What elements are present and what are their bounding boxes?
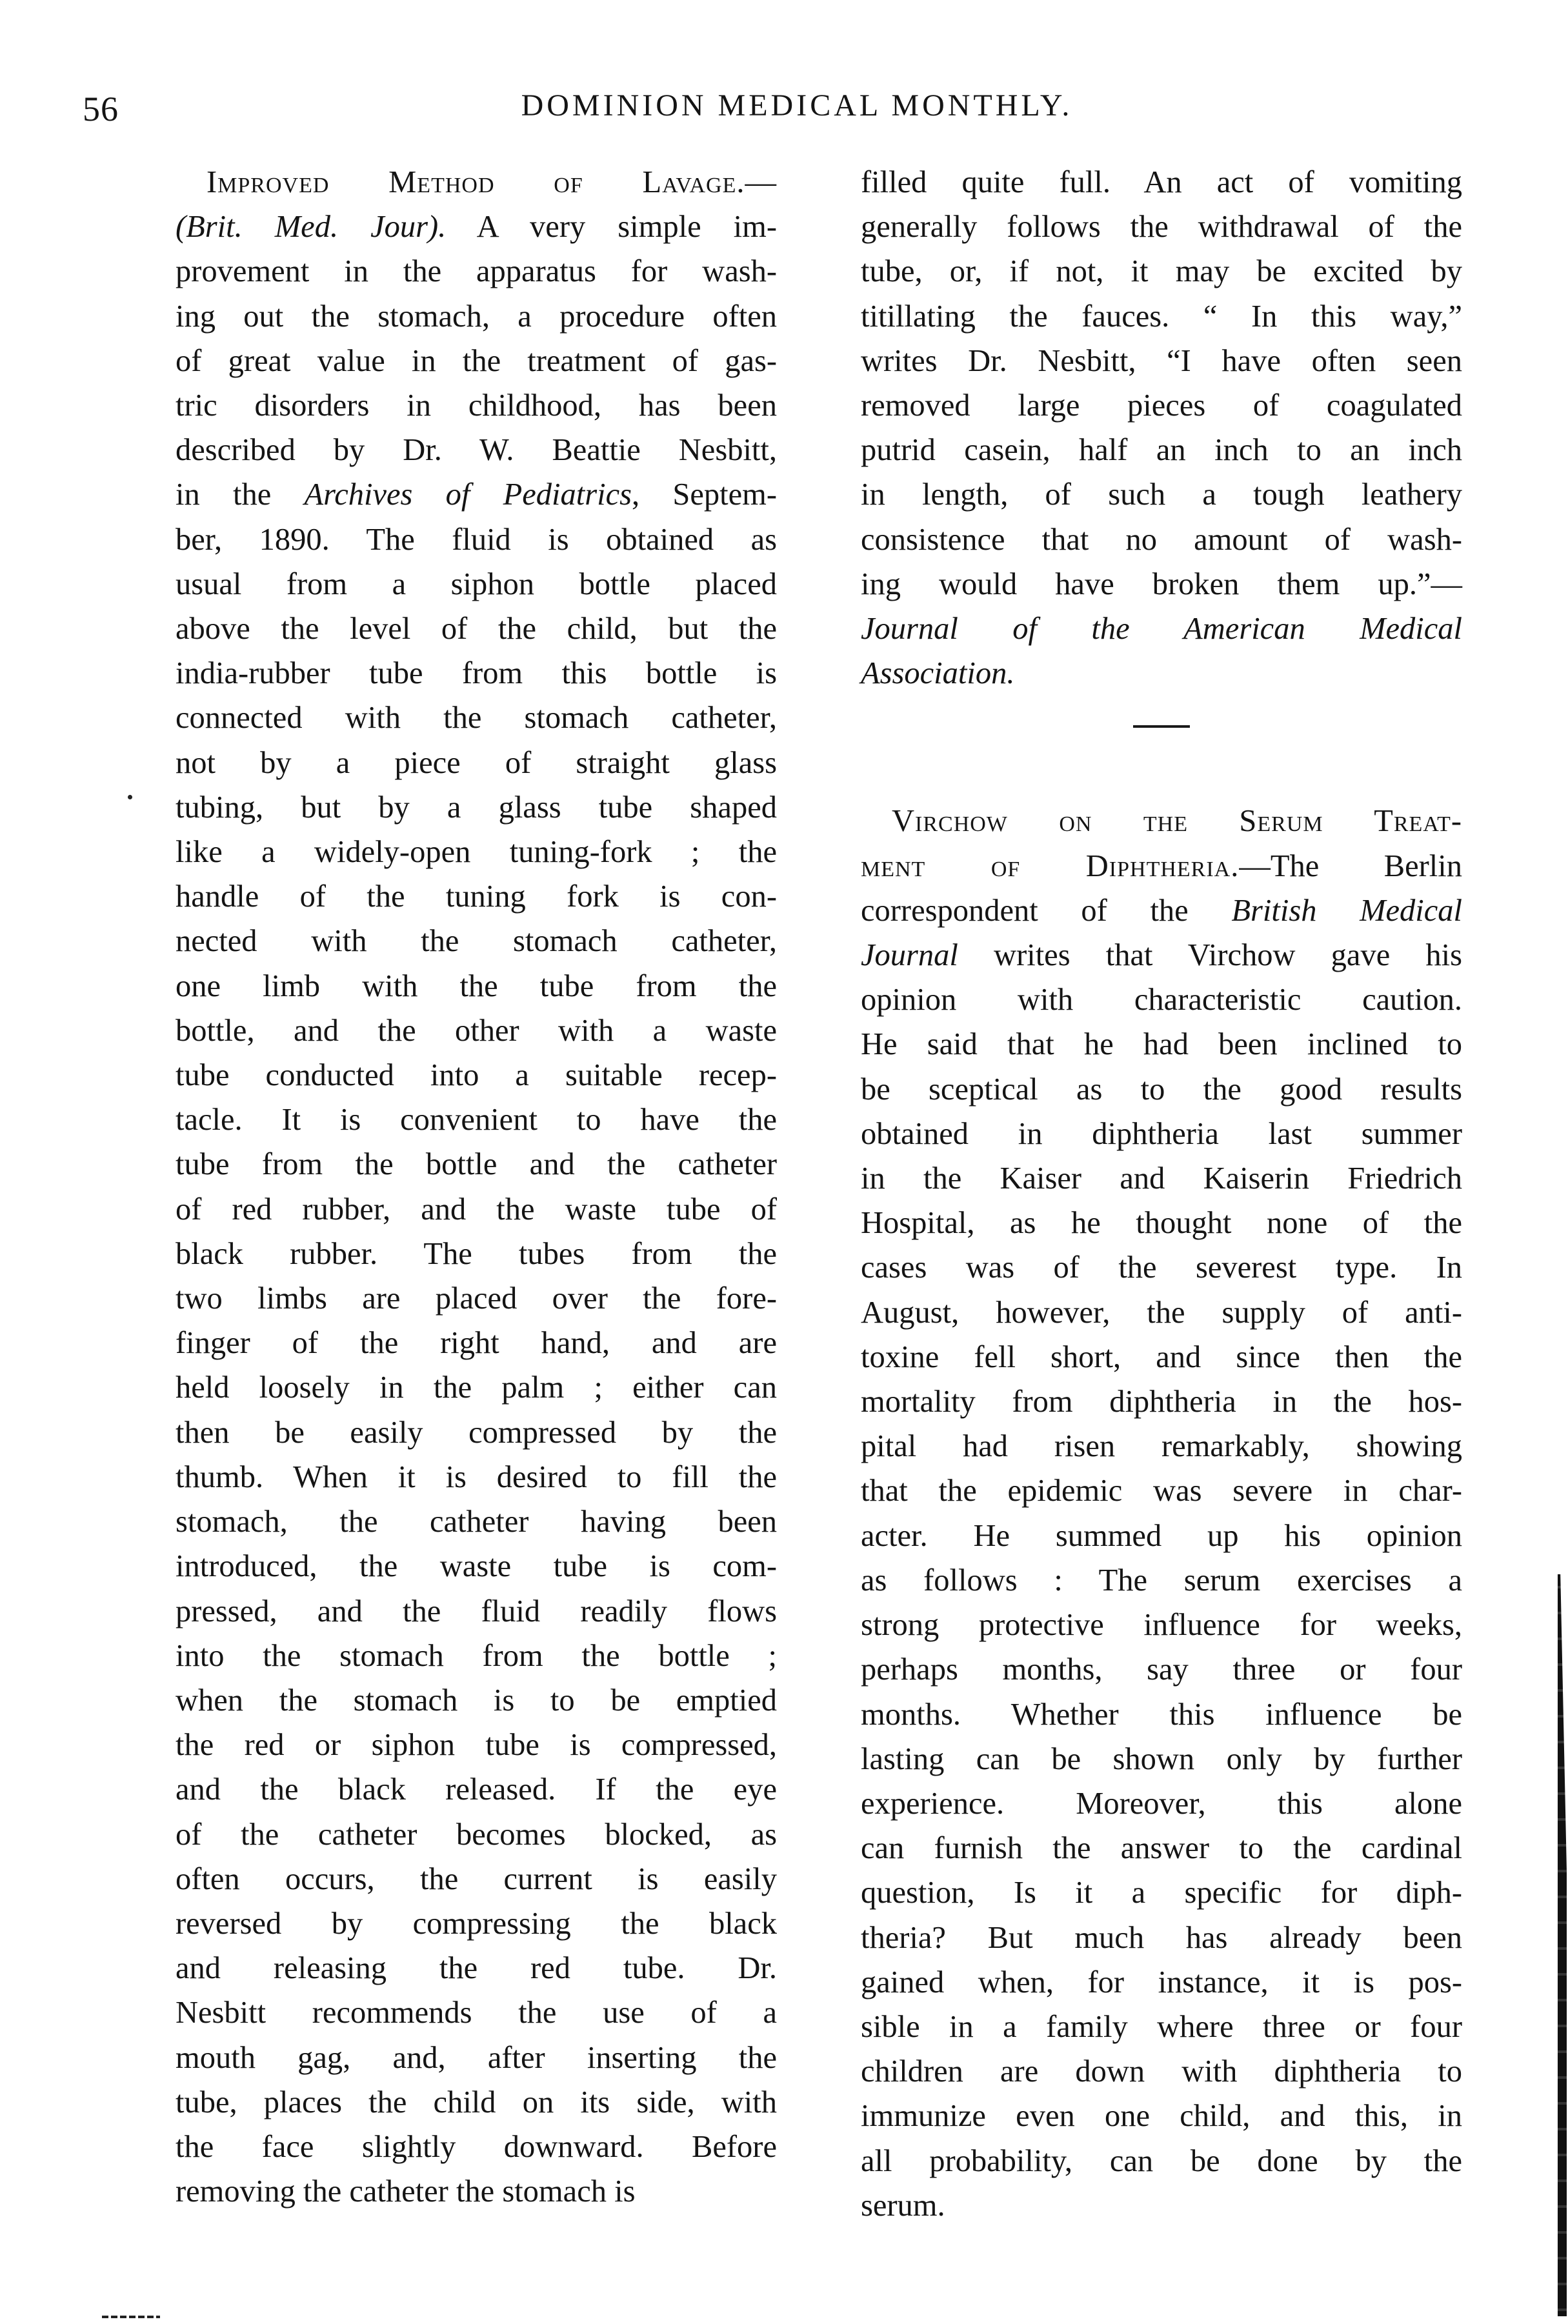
line-text: tubing, but by a glass tube shaped: [176, 790, 777, 825]
italic-citation: Journal of the American Medical: [861, 612, 1462, 646]
line-text: nected with the stomach catheter,: [176, 924, 777, 959]
text-line: [861, 1558, 1462, 1603]
text-line: [176, 339, 777, 383]
line-text: handle of the tuning fork is con-: [176, 879, 777, 914]
text-line: [861, 517, 1462, 562]
text-line: [176, 562, 777, 606]
article-body-virchow: [861, 888, 1462, 2228]
line-text: and the black released. If the eye: [176, 1772, 777, 1807]
line-text: obtained in diphtheria last summer: [861, 1116, 1462, 1151]
text-line: [861, 2139, 1462, 2183]
line-text: as follows : The serum exercises a: [861, 1563, 1462, 1598]
text-line: [861, 2183, 1462, 2228]
line-text: ber, 1890. The fluid is obtained as: [176, 522, 777, 557]
line-text: , Septem-: [631, 477, 777, 512]
line-text: removed large pieces of coagulated: [861, 388, 1462, 423]
text-line: [176, 1767, 777, 1812]
text-line: [861, 1737, 1462, 1781]
text-line: [176, 1589, 777, 1634]
text-line: [861, 1514, 1462, 1558]
line-text: mouth gag, and, after inserting the: [176, 2040, 777, 2075]
text-line: [861, 977, 1462, 1022]
line-text: tube conducted into a suitable recep-: [176, 1058, 777, 1093]
italic-citation: Archives of Pediatrics: [304, 477, 632, 512]
text-line: [176, 428, 777, 472]
article-title-lavage: [176, 160, 777, 205]
text-line: [861, 1916, 1462, 1960]
line-text: tube, or, if not, it may be excited by: [861, 254, 1462, 289]
line-text: india-rubber tube from this bottle is: [176, 656, 777, 691]
line-text: cases was of the severest type. In: [861, 1250, 1462, 1285]
text-line: [176, 1455, 777, 1499]
line-text: finger of the right hand, and are: [176, 1326, 777, 1361]
text-line: [176, 1990, 777, 2035]
line-text: question, Is it a specific for diph-: [861, 1876, 1462, 1910]
text-line: [861, 160, 1462, 205]
text-line: [176, 1276, 777, 1321]
text-line: [176, 1365, 777, 1410]
line-text: when the stomach is to be emptied: [176, 1683, 777, 1718]
line-text: ing would have broken them up.”—: [861, 566, 1462, 601]
text-line: [176, 205, 777, 249]
line-text: experience. Moreover, this alone: [861, 1786, 1462, 1821]
text-line: [861, 2049, 1462, 2094]
line-text: writes that Virchow gave his: [958, 938, 1462, 973]
text-line: [176, 383, 777, 428]
text-line: [176, 1410, 777, 1455]
line-text: and releasing the red tube. Dr.: [176, 1951, 777, 1986]
line-text: removing the catheter the stomach is: [176, 2174, 636, 2209]
text-line: [176, 1499, 777, 1544]
text-line: [176, 1812, 777, 1857]
left-column: [176, 160, 777, 2214]
text-line: [861, 428, 1462, 472]
article-heading-cont: ment of Diphtheria.: [861, 848, 1240, 883]
line-text: tacle. It is convenient to have the: [176, 1103, 777, 1137]
italic-citation: Journal: [861, 938, 958, 973]
line-text: He said that he had been inclined to: [861, 1027, 1462, 1062]
line-text: lasting can be shown only by further: [861, 1741, 1462, 1776]
text-line: [176, 1723, 777, 1767]
line-text: described by Dr. W. Beattie Nesbitt,: [176, 433, 777, 468]
text-line: [861, 294, 1462, 339]
line-text: strong protective influence for weeks,: [861, 1608, 1462, 1643]
line-text: in the: [176, 477, 305, 512]
article-title-virchow-line2: [861, 844, 1462, 888]
line-text: above the level of the child, but the: [176, 612, 777, 646]
text-line: [861, 1870, 1462, 1915]
line-text: like a widely-open tuning-fork ; the: [176, 835, 777, 870]
line-text: opinion with characteristic caution.: [861, 983, 1462, 1017]
line-text: A very simple im-: [446, 210, 777, 245]
line-text: connected with the stomach catheter,: [176, 701, 777, 736]
line-text: generally follows the withdrawal of the: [861, 210, 1462, 245]
text-line: [176, 472, 777, 517]
text-line: [176, 1678, 777, 1723]
line-text: the face slightly downward. Before: [176, 2129, 777, 2164]
article-lavage: [176, 160, 777, 2214]
text-line: [861, 933, 1462, 977]
text-line: [861, 606, 1462, 651]
text-line: [176, 1053, 777, 1097]
italic-citation: British Medical: [1231, 893, 1463, 928]
scan-speck: [128, 795, 132, 799]
line-text: tube from the bottle and the catheter: [176, 1147, 777, 1182]
line-text: stomach, the catheter having been: [176, 1505, 777, 1539]
line-text: mortality from diphtheria in the hos-: [861, 1385, 1462, 1419]
line-text: writes Dr. Nesbitt, “I have often seen: [861, 343, 1462, 378]
text-line: [861, 1603, 1462, 1647]
text-line: [176, 651, 777, 696]
text-line: [861, 2005, 1462, 2049]
line-text: consistence that no amount of wash-: [861, 522, 1462, 557]
text-line: [861, 1022, 1462, 1067]
line-text: titillating the fauces. “ In this way,”: [861, 299, 1462, 334]
line-text: ing out the stomach, a procedure often: [176, 299, 777, 334]
text-line: [176, 1946, 777, 1990]
text-line: [861, 383, 1462, 428]
line-text: two limbs are placed over the fore-: [176, 1281, 777, 1316]
line-text: all probability, can be done by the: [861, 2143, 1462, 2178]
line-text: of red rubber, and the waste tube of: [176, 1192, 777, 1227]
text-line: [861, 1245, 1462, 1290]
text-line: [861, 1468, 1462, 1513]
line-text: immunize even one child, and this, in: [861, 2099, 1462, 2134]
text-line: [861, 1201, 1462, 1245]
line-text: not by a piece of straight glass: [176, 745, 777, 780]
text-line: [176, 1187, 777, 1232]
line-text: filled quite full. An act of vomiting: [861, 165, 1462, 199]
page-number: 56: [83, 90, 119, 128]
line-text: Hospital, as he thought none of the: [861, 1206, 1462, 1241]
text-line: [861, 888, 1462, 933]
article-lead-in: —The Berlin: [1239, 848, 1462, 883]
line-text: then be easily compressed by the: [176, 1415, 777, 1450]
text-line: [176, 2080, 777, 2125]
line-text: correspondent of the: [861, 893, 1232, 928]
line-text: theria? But much has already been: [861, 1920, 1462, 1955]
text-line: [861, 1156, 1462, 1201]
line-text: serum.: [861, 2188, 945, 2223]
line-text: of great value in the treatment of gas-: [176, 343, 777, 378]
line-text: toxine fell short, and since then the: [861, 1339, 1462, 1374]
text-line: [176, 2125, 777, 2169]
line-text: often occurs, the current is easily: [176, 1861, 777, 1896]
line-text: in the Kaiser and Kaiserin Friedrich: [861, 1161, 1462, 1196]
line-text: pressed, and the fluid readily flows: [176, 1594, 777, 1628]
line-text: can furnish the answer to the cardinal: [861, 1831, 1462, 1866]
text-line: [861, 1826, 1462, 1870]
text-line: [861, 651, 1462, 696]
text-line: [176, 606, 777, 651]
text-line: [861, 1112, 1462, 1156]
text-line: [176, 294, 777, 339]
scan-footer-smudge: [102, 2316, 160, 2318]
text-line: [176, 1544, 777, 1588]
line-text: thumb. When it is desired to fill the: [176, 1459, 777, 1494]
text-line: [176, 1008, 777, 1053]
line-text: of the catheter becomes blocked, as: [176, 1817, 777, 1852]
text-line: [861, 1692, 1462, 1737]
text-line: [176, 1142, 777, 1187]
line-text: usual from a siphon bottle placed: [176, 566, 777, 601]
line-text: bottle, and the other with a waste: [176, 1013, 777, 1048]
text-line: [861, 1960, 1462, 2005]
line-text: children are down with diphtheria to: [861, 2054, 1462, 2089]
text-line: [176, 785, 777, 830]
text-line: [176, 517, 777, 562]
line-text: into the stomach from the bottle ;: [176, 1638, 777, 1673]
right-column: [861, 160, 1462, 2228]
text-line: [861, 1067, 1462, 1112]
text-line: [176, 1857, 777, 1901]
text-line: [861, 1647, 1462, 1692]
text-line: [176, 1901, 777, 1946]
line-text: provement in the apparatus for wash-: [176, 254, 777, 289]
text-line: [861, 339, 1462, 383]
text-line: [176, 2036, 777, 2080]
section-separator-rule: [1133, 725, 1190, 728]
text-line: [861, 1335, 1462, 1379]
line-text: tric disorders in childhood, has been: [176, 388, 777, 423]
line-text: sible in a family where three or four: [861, 2009, 1462, 2044]
line-text: introduced, the waste tube is com-: [176, 1549, 777, 1584]
text-line: [176, 696, 777, 740]
text-line: [176, 1097, 777, 1142]
text-line: [176, 741, 777, 785]
line-text: black rubber. The tubes from the: [176, 1236, 777, 1271]
text-line: [176, 830, 777, 874]
text-line: [861, 249, 1462, 294]
text-line: [861, 562, 1462, 606]
italic-citation: (Brit. Med. Jour).: [176, 210, 447, 245]
line-text: held loosely in the palm ; either can: [176, 1370, 777, 1405]
text-line: [861, 1424, 1462, 1468]
line-text: the red or siphon tube is compressed,: [176, 1728, 777, 1763]
text-line: [176, 919, 777, 963]
text-line: [861, 472, 1462, 517]
text-line: [176, 964, 777, 1008]
article-body-lavage: [176, 205, 777, 2214]
line-text: acter. He summed up his opinion: [861, 1518, 1462, 1553]
line-text: months. Whether this influence be: [861, 1697, 1462, 1732]
line-text: be sceptical as to the good results: [861, 1072, 1462, 1107]
line-text: perhaps months, say three or four: [861, 1652, 1462, 1687]
text-line: [176, 2169, 777, 2214]
scan-edge-artifact: [1558, 1574, 1567, 2316]
text-line: [176, 1321, 777, 1365]
article-continuation-lavage: [861, 160, 1462, 696]
line-text: Nesbitt recommends the use of a: [176, 1996, 777, 2030]
line-text: in length, of such a tough leathery: [861, 477, 1462, 512]
article-virchow: [861, 799, 1462, 2228]
text-line: [861, 1781, 1462, 1826]
line-text: one limb with the tube from the: [176, 968, 777, 1003]
line-text: reversed by compressing the black: [176, 1906, 777, 1941]
running-title: DOMINION MEDICAL MONTHLY.: [521, 88, 1073, 123]
text-line: [176, 874, 777, 919]
line-text: putrid casein, half an inch to an inch: [861, 433, 1462, 468]
article-title-virchow-line1: [861, 799, 1462, 843]
text-line: [176, 1232, 777, 1276]
text-line: [861, 1379, 1462, 1424]
text-line: [176, 1634, 777, 1678]
line-text: August, however, the supply of anti-: [861, 1295, 1462, 1330]
line-text: pital had risen remarkably, showing: [861, 1429, 1462, 1464]
text-line: [176, 249, 777, 294]
text-line: [861, 2094, 1462, 2138]
article-heading: Virchow on the Serum Treat-: [892, 804, 1462, 839]
text-line: [861, 1290, 1462, 1335]
line-text: gained when, for instance, it is pos-: [861, 1965, 1462, 1999]
article-heading: Improved Method of Lavage.—: [206, 165, 777, 199]
line-text: tube, places the child on its side, with: [176, 2085, 777, 2119]
italic-citation: Association.: [861, 656, 1015, 691]
text-line: [861, 205, 1462, 249]
line-text: that the epidemic was severe in char-: [861, 1474, 1462, 1508]
